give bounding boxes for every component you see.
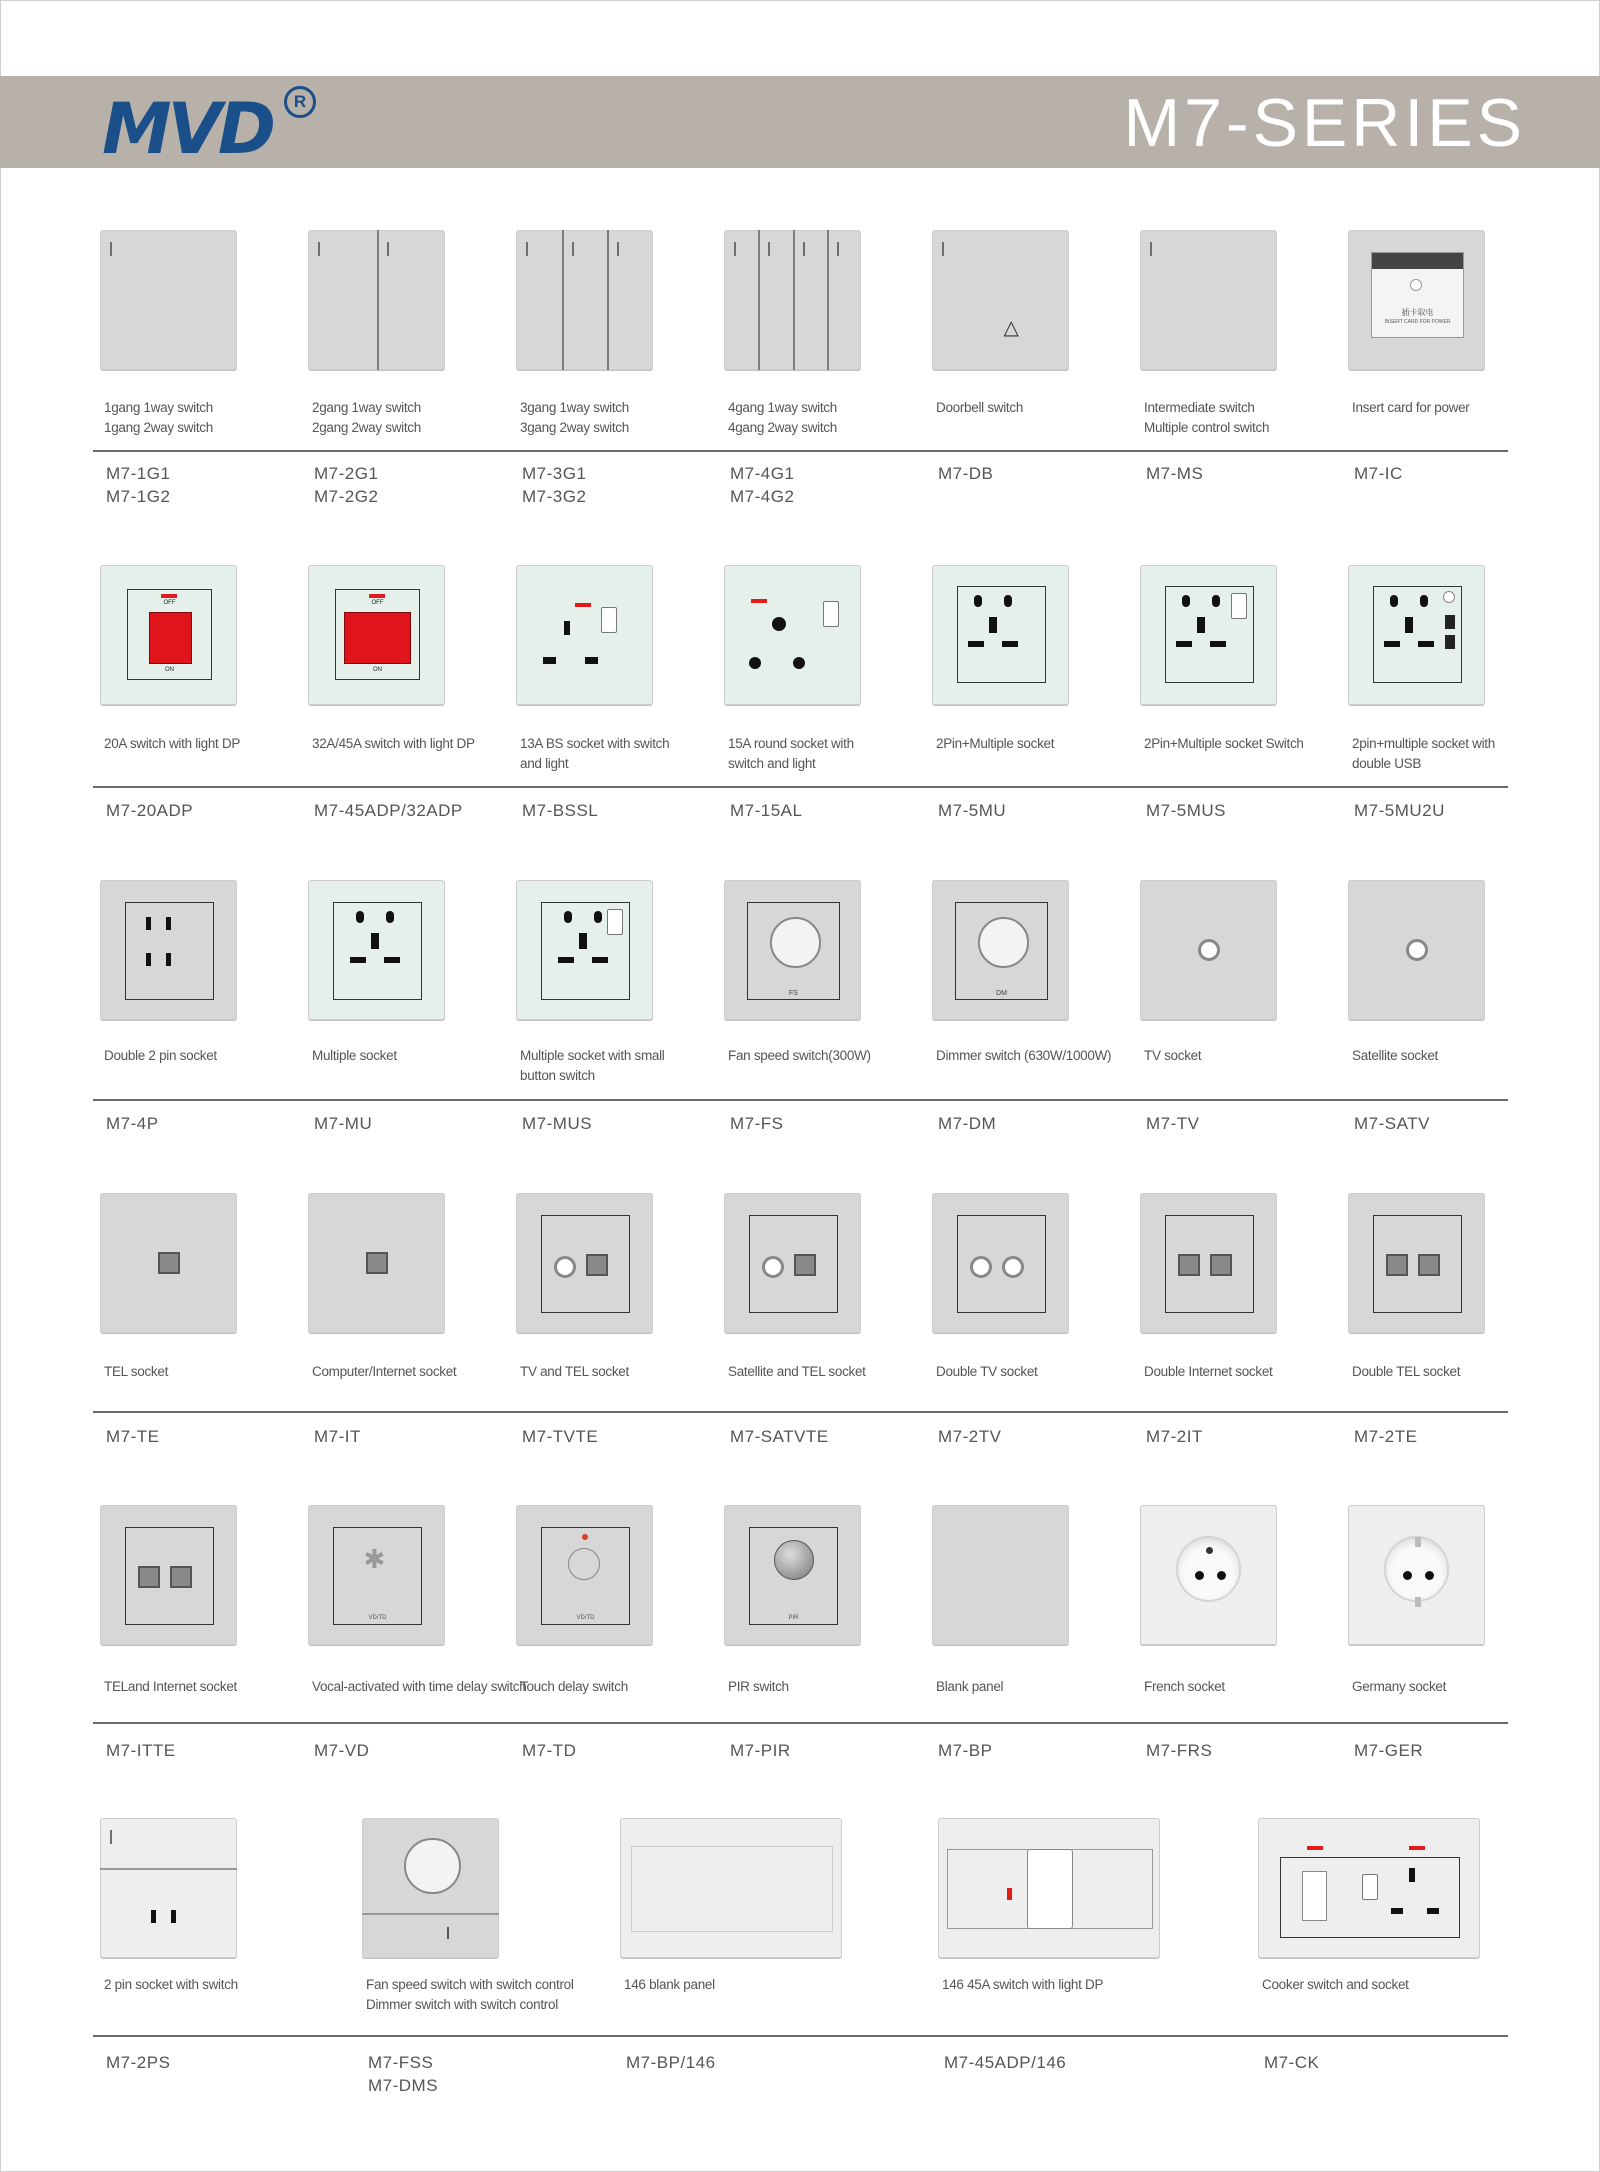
product-code: M7-GER (1354, 1741, 1424, 1760)
product-description: 13A BS socket with switch (520, 736, 670, 751)
small-switch[interactable] (607, 909, 623, 935)
product-panel[interactable] (724, 565, 861, 705)
product-description: Satellite socket (1352, 1048, 1438, 1063)
pin-slot (1390, 595, 1398, 607)
round-socket (1176, 1536, 1242, 1602)
product-code: M7-CK (1264, 2053, 1320, 2072)
product-panel[interactable] (724, 880, 861, 1020)
product-code: M7-DB (938, 464, 994, 483)
product-description: Touch delay switch (520, 1679, 628, 1694)
pin-slot (1384, 641, 1400, 647)
pir-lens (774, 1540, 814, 1580)
card-slot-top (1372, 253, 1462, 269)
product-panel[interactable] (932, 230, 1069, 370)
product-description: Multiple control switch (1144, 420, 1270, 435)
small-switch[interactable] (823, 601, 839, 627)
rj-port[interactable] (1210, 1254, 1232, 1276)
product-code: M7-IC (1354, 464, 1403, 483)
red-led (751, 599, 767, 603)
indicator-mark (837, 242, 839, 256)
product-description: Doorbell switch (936, 400, 1024, 415)
on-label: ON (164, 667, 174, 674)
earth-slot (1409, 1868, 1415, 1882)
product-panel[interactable] (100, 230, 237, 370)
small-switch[interactable] (1231, 593, 1247, 619)
product-description: 2 pin socket with switch (104, 1977, 238, 1992)
product-panel[interactable] (100, 1505, 237, 1645)
cooker-rocker[interactable] (1302, 1871, 1326, 1921)
coax-port[interactable] (554, 1256, 576, 1278)
rotary-knob[interactable] (770, 917, 821, 968)
socket-frame (957, 1215, 1047, 1312)
product-panel[interactable] (516, 230, 653, 370)
pin-slot (146, 953, 151, 966)
socket-frame (125, 902, 215, 999)
socket-frame (1373, 586, 1463, 683)
registered-mark: R (284, 86, 316, 118)
product-description: TEL socket (104, 1364, 169, 1379)
product-panel[interactable] (938, 1818, 1160, 1958)
small-switch[interactable] (1362, 1874, 1378, 1900)
off-label: OFF (371, 599, 384, 606)
product-code: M7-PIR (730, 1741, 791, 1760)
product-code: M7-2G2 (314, 487, 379, 506)
indicator-mark (617, 242, 619, 256)
row-divider (93, 1722, 1508, 1724)
mic-grille-icon: ✱ (363, 1544, 386, 1575)
product-panel[interactable] (100, 565, 237, 705)
product-description: 2gang 1way switch (312, 400, 421, 415)
socket-frame (125, 1527, 215, 1624)
red-led (1307, 1846, 1323, 1850)
socket-frame (749, 1215, 839, 1312)
product-description: Insert card for power (1352, 400, 1470, 415)
usb-port (1445, 635, 1455, 649)
product-code: M7-FS (730, 1114, 784, 1133)
coax-port[interactable] (762, 1256, 784, 1278)
product-panel[interactable] (100, 880, 237, 1020)
product-code: M7-TVTE (522, 1427, 599, 1446)
product-panel[interactable] (100, 1193, 237, 1333)
earth-clip (1415, 1597, 1421, 1607)
product-description: 20A switch with light DP (104, 736, 241, 751)
product-code: M7-20ADP (106, 801, 194, 820)
product-code: M7-4P (106, 1114, 159, 1133)
row-divider (93, 786, 1508, 788)
product-panel[interactable] (516, 880, 653, 1020)
pin-slot (386, 911, 394, 923)
earth-pin (1206, 1547, 1213, 1554)
card-label-cn: 插卡取电 (1401, 308, 1434, 318)
product-description: Multiple socket (312, 1048, 397, 1063)
product-panel[interactable] (308, 1193, 445, 1333)
product-code: M7-4G1 (730, 464, 795, 483)
pin-slot (1176, 641, 1192, 647)
earth-slot (989, 617, 997, 633)
pin-hole (1403, 1571, 1412, 1580)
section-divider (362, 1913, 499, 1915)
product-code: M7-BP (938, 1741, 993, 1760)
product-description: Fan speed switch(300W) (728, 1048, 871, 1063)
product-description: 2pin+multiple socket with (1352, 736, 1495, 751)
pin-slot (171, 1910, 176, 1923)
product-description: Germany socket (1352, 1679, 1447, 1694)
socket-frame (1165, 1215, 1255, 1312)
pin-slot (151, 1910, 156, 1923)
earth-slot (1405, 617, 1413, 633)
pin-hole (1195, 1571, 1204, 1580)
product-panel[interactable] (1348, 565, 1485, 705)
indicator-mark (110, 242, 112, 256)
pin-slot (594, 911, 602, 923)
pin-slot (1210, 641, 1226, 647)
indicator-mark (318, 242, 320, 256)
product-description: and light (520, 756, 569, 771)
product-code: M7-2PS (106, 2053, 171, 2072)
coax-port[interactable] (1198, 939, 1220, 961)
product-code: M7-3G2 (522, 487, 587, 506)
product-code: M7-TE (106, 1427, 160, 1446)
pin-slot (1418, 641, 1434, 647)
pin-slot (558, 957, 574, 963)
red-led (1409, 1846, 1425, 1850)
product-description: 146 45A switch with light DP (942, 1977, 1104, 1992)
earth-slot (371, 933, 379, 949)
rocker-divider (758, 230, 760, 370)
product-panel[interactable] (516, 1505, 653, 1645)
product-panel[interactable] (1140, 1193, 1277, 1333)
product-description: 3gang 1way switch (520, 400, 629, 415)
product-description: Double TV socket (936, 1364, 1038, 1379)
row-divider (93, 1099, 1508, 1101)
switch-section[interactable] (100, 1818, 237, 1870)
product-description: 146 blank panel (624, 1977, 715, 1992)
pin-slot (1420, 595, 1428, 607)
rocker-divider (377, 230, 379, 370)
rj-port[interactable] (1386, 1254, 1408, 1276)
pin-slot (1427, 1908, 1439, 1914)
product-panel[interactable] (1348, 230, 1485, 370)
rj-port[interactable] (586, 1254, 608, 1276)
product-description: PIR switch (728, 1679, 789, 1694)
product-panel[interactable] (100, 1818, 237, 1958)
pin-slot (564, 911, 572, 923)
product-description: 2Pin+Multiple socket Switch (1144, 736, 1304, 751)
product-code: M7-FRS (1146, 1741, 1213, 1760)
socket-frame (541, 902, 631, 999)
product-panel[interactable] (308, 565, 445, 705)
product-panel[interactable] (1348, 1505, 1485, 1645)
indicator-mark (110, 1830, 112, 1844)
product-description: 32A/45A switch with light DP (312, 736, 475, 751)
product-code: M7-TD (522, 1741, 577, 1760)
red-led (575, 603, 591, 607)
product-code: M7-MU (314, 1114, 373, 1133)
red-rocker[interactable] (344, 612, 410, 664)
rj-port[interactable] (158, 1252, 180, 1274)
product-code: M7-5MU2U (1354, 801, 1445, 820)
product-code: M7-DM (938, 1114, 997, 1133)
coax-port[interactable] (1406, 939, 1428, 961)
product-code: M7-2TE (1354, 1427, 1418, 1446)
sensor-frame (749, 1527, 839, 1624)
large-rocker[interactable] (1027, 1849, 1073, 1929)
product-description: 3gang 2way switch (520, 420, 629, 435)
product-panel[interactable] (516, 565, 653, 705)
product-code: M7-IT (314, 1427, 361, 1446)
product-code: M7-SATVTE (730, 1427, 829, 1446)
product-code: M7-45ADP/146 (944, 2053, 1067, 2072)
rj-port[interactable] (1178, 1254, 1200, 1276)
product-panel[interactable] (308, 880, 445, 1020)
product-description: Double 2 pin socket (104, 1048, 217, 1063)
product-panel[interactable] (1140, 1505, 1277, 1645)
product-code: M7-MUS (522, 1114, 593, 1133)
inner-plate (631, 1846, 833, 1932)
pin-slot (384, 957, 400, 963)
sensor-frame (333, 1527, 423, 1624)
product-panel[interactable] (932, 880, 1069, 1020)
pin-slot (166, 917, 171, 930)
product-code: M7-1G2 (106, 487, 171, 506)
series-title: M7-SERIES (1123, 85, 1526, 161)
product-code: M7-3G1 (522, 464, 587, 483)
switch-frame (335, 589, 419, 681)
usb-port (1445, 615, 1455, 629)
product-code: M7-MS (1146, 464, 1204, 483)
pin-slot (585, 657, 598, 664)
product-code: M7-5MUS (1146, 801, 1227, 820)
pin-slot (350, 957, 366, 963)
led-dot (1410, 279, 1422, 291)
product-panel[interactable] (1140, 230, 1277, 370)
product-panel[interactable] (724, 230, 861, 370)
product-description: TV socket (1144, 1048, 1202, 1063)
pin-slot (1002, 641, 1018, 647)
product-description: Blank panel (936, 1679, 1004, 1694)
indicator-mark (942, 242, 944, 256)
indicator-mark (572, 242, 574, 256)
pin-slot (968, 641, 984, 647)
product-description: button switch (520, 1068, 595, 1083)
pin-slot (543, 657, 556, 664)
product-description: Cooker switch and socket (1262, 1977, 1409, 1992)
rotary-knob[interactable] (978, 917, 1029, 968)
dial-frame (955, 902, 1047, 999)
product-code: M7-15AL (730, 801, 803, 820)
product-panel[interactable] (308, 230, 445, 370)
product-description: Multiple socket with small (520, 1048, 665, 1063)
pin-hole (793, 657, 805, 669)
switch-frame (127, 589, 211, 681)
vd-label: VD/TD (368, 1614, 387, 1621)
product-code: M7-ITTE (106, 1741, 176, 1760)
product-panel[interactable] (932, 565, 1069, 705)
rj-port[interactable] (366, 1252, 388, 1274)
product-panel[interactable] (620, 1818, 842, 1958)
socket-frame (957, 586, 1047, 683)
rocker-divider (793, 230, 795, 370)
product-description: TV and TEL socket (520, 1364, 629, 1379)
card-label-en: INSERT CARD FOR POWER (1384, 319, 1451, 326)
usb-led (1443, 591, 1455, 603)
touch-pad[interactable] (568, 1548, 600, 1580)
earth-slot (1197, 617, 1205, 633)
pin-hole (749, 657, 761, 669)
product-panel[interactable] (724, 1193, 861, 1333)
brand-logo: MVD (102, 88, 272, 170)
coax-port[interactable] (970, 1256, 992, 1278)
red-led (369, 594, 385, 598)
off-label: OFF (163, 599, 176, 606)
product-code: M7-SATV (1354, 1114, 1430, 1133)
indicator-mark (734, 242, 736, 256)
red-led (1007, 1888, 1012, 1900)
indicator-mark (387, 242, 389, 256)
rj-port[interactable] (138, 1566, 160, 1588)
rocker-divider (827, 230, 829, 370)
card-slot (1371, 252, 1463, 338)
rocker-divider (562, 230, 564, 370)
product-description: Satellite and TEL socket (728, 1364, 866, 1379)
product-description: 1gang 1way switch (104, 400, 213, 415)
pin-slot (1391, 1908, 1403, 1914)
product-panel[interactable] (308, 1505, 445, 1645)
rocker-divider (607, 230, 609, 370)
product-panel[interactable] (1140, 880, 1277, 1020)
product-code: M7-2TV (938, 1427, 1002, 1446)
pin-slot (146, 917, 151, 930)
pin-hole (1217, 1571, 1226, 1580)
pir-label: PIR (788, 1614, 799, 1621)
product-code: M7-DMS (368, 2076, 439, 2095)
indicator-mark (447, 1927, 449, 1939)
product-code: M7-1G1 (106, 464, 171, 483)
pin-slot (1212, 595, 1220, 607)
earth-clip (1415, 1537, 1421, 1547)
product-code: M7-FSS (368, 2053, 434, 2072)
row-divider (93, 1411, 1508, 1413)
pin-slot (166, 953, 171, 966)
product-panel[interactable] (1348, 880, 1485, 1020)
bell-icon: △ (1003, 317, 1019, 340)
socket-frame (1165, 586, 1255, 683)
dial-frame (747, 902, 839, 999)
rotary-knob[interactable] (404, 1838, 460, 1894)
pin-slot (974, 595, 982, 607)
product-panel[interactable] (932, 1193, 1069, 1333)
indicator-mark (803, 242, 805, 256)
product-description: Dimmer switch with switch control (366, 1997, 558, 2012)
product-description: switch and light (728, 756, 816, 771)
small-switch[interactable] (601, 607, 617, 633)
product-panel[interactable] (724, 1505, 861, 1645)
indicator-mark (1150, 242, 1152, 256)
pin-slot (1004, 595, 1012, 607)
product-panel[interactable] (362, 1818, 499, 1958)
td-label: VD/TD (576, 1614, 595, 1621)
product-code: M7-45ADP/32ADP (314, 801, 463, 820)
product-panel[interactable] (1258, 1818, 1480, 1958)
product-description: Double Internet socket (1144, 1364, 1273, 1379)
product-panel[interactable] (932, 1505, 1069, 1645)
product-description: Double TEL socket (1352, 1364, 1461, 1379)
product-description: 15A round socket with (728, 736, 854, 751)
product-code: M7-2IT (1146, 1427, 1203, 1446)
product-description: Fan speed switch with switch control (366, 1977, 574, 1992)
rj-port[interactable] (170, 1566, 192, 1588)
product-code: M7-TV (1146, 1114, 1200, 1133)
sensor-frame (541, 1527, 631, 1624)
indicator-mark (768, 242, 770, 256)
product-panel[interactable] (1348, 1193, 1485, 1333)
product-description: 4gang 1way switch (728, 400, 837, 415)
product-description: Computer/Internet socket (312, 1364, 457, 1379)
rj-port[interactable] (1418, 1254, 1440, 1276)
row-divider (93, 450, 1508, 452)
fs-label: FS (789, 989, 798, 997)
pin-hole (772, 617, 786, 631)
socket-frame (1373, 1215, 1463, 1312)
dm-label: DM (996, 989, 1007, 997)
row-divider (93, 2035, 1508, 2037)
pin-slot (356, 911, 364, 923)
red-rocker[interactable] (149, 612, 192, 664)
product-description: double USB (1352, 756, 1422, 771)
product-code: M7-2G1 (314, 464, 379, 483)
red-dot (582, 1534, 588, 1540)
pin-hole (1425, 1571, 1434, 1580)
socket-frame (541, 1215, 631, 1312)
pin-slot (1182, 595, 1190, 607)
product-code: M7-BSSL (522, 801, 599, 820)
product-panel[interactable] (516, 1193, 653, 1333)
red-led (161, 594, 177, 598)
product-description: French socket (1144, 1679, 1225, 1694)
product-code: M7-BP/146 (626, 2053, 716, 2072)
indicator-mark (526, 242, 528, 256)
earth-slot (579, 933, 587, 949)
product-code: M7-VD (314, 1741, 370, 1760)
product-description: 4gang 2way switch (728, 420, 837, 435)
product-description: 2Pin+Multiple socket (936, 736, 1055, 751)
product-description: Intermediate switch (1144, 400, 1255, 415)
product-description: Vocal-activated with time delay switch (312, 1679, 527, 1694)
product-description: 2gang 2way switch (312, 420, 421, 435)
product-description: Dimmer switch (630W/1000W) (936, 1048, 1112, 1063)
coax-port[interactable] (1002, 1256, 1024, 1278)
rj-port[interactable] (794, 1254, 816, 1276)
pin-slot (592, 957, 608, 963)
product-code: M7-4G2 (730, 487, 795, 506)
product-description: TELand Internet socket (104, 1679, 237, 1694)
on-label: ON (372, 667, 382, 674)
product-description: 1gang 2way switch (104, 420, 213, 435)
socket-frame (333, 902, 423, 999)
product-panel[interactable] (1140, 565, 1277, 705)
product-code: M7-5MU (938, 801, 1007, 820)
earth-slot (564, 621, 570, 635)
